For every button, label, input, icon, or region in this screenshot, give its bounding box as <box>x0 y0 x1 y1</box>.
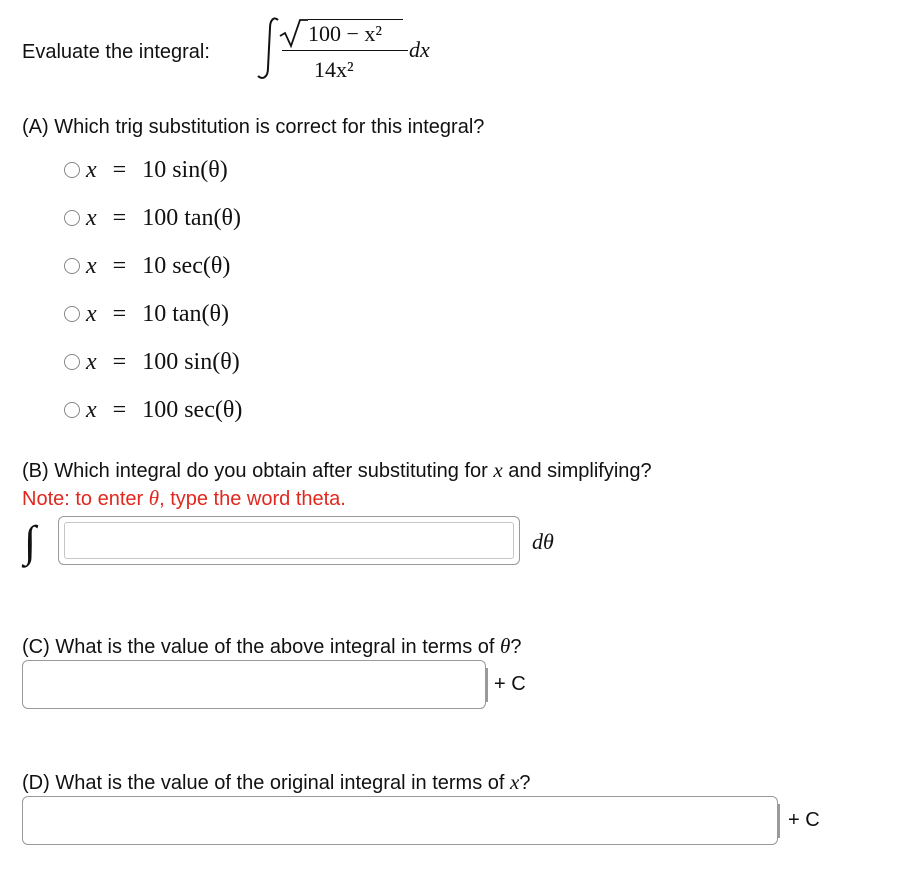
radio-option-6[interactable] <box>64 402 80 418</box>
option-1-eq: = <box>112 157 127 183</box>
option-6-eq: = <box>112 397 127 423</box>
part-b-question <box>22 456 652 484</box>
note-suffix: , type the word theta. <box>159 488 346 510</box>
note-theta: θ <box>148 486 160 510</box>
part-b-question-prefix: (B) Which integral do you obtain after substituting for <box>22 460 488 482</box>
part-d-question <box>22 768 530 796</box>
part-d-answer-input[interactable] <box>22 796 778 845</box>
part-b-question-suffix: and simplifying? <box>508 460 652 482</box>
integrand-numerator: 100 − x² <box>308 21 383 46</box>
option-6-lhs: x <box>86 397 97 423</box>
integrand-denominator: 14x² <box>314 57 354 82</box>
option-1-lhs: x <box>86 157 97 183</box>
part-b-answer-input[interactable] <box>58 516 520 565</box>
integral-sign-b: ∫ <box>24 517 37 566</box>
part-b-question-var: x <box>493 458 503 482</box>
integral-expression <box>256 12 446 84</box>
option-5[interactable] <box>0 346 400 378</box>
option-3-rhs: 10 sec(θ) <box>142 253 231 279</box>
option-1[interactable] <box>0 154 400 186</box>
option-3-lhs: x <box>86 253 97 279</box>
radio-option-5[interactable] <box>64 354 80 370</box>
option-2-rhs: 100 tan(θ) <box>142 205 242 231</box>
radio-option-3[interactable] <box>64 258 80 274</box>
part-c-question <box>22 632 521 660</box>
part-d-question-prefix: (D) What is the value of the original integral in terms of <box>22 772 505 794</box>
option-4-lhs: x <box>86 301 97 327</box>
part-d-question-suffix: ? <box>519 772 531 794</box>
option-6-rhs: 100 sec(θ) <box>142 397 243 423</box>
option-3-eq: = <box>112 253 127 279</box>
part-c-question-var: θ <box>500 634 511 658</box>
part-c-answer-input[interactable] <box>22 660 486 709</box>
option-4[interactable] <box>0 298 400 330</box>
radio-option-2[interactable] <box>64 210 80 226</box>
part-d-question-var: x <box>510 770 520 794</box>
part-b-suffix: dθ <box>532 529 554 554</box>
option-4-eq: = <box>112 301 127 327</box>
part-c-suffix: + C <box>494 673 526 695</box>
option-5-eq: = <box>112 349 127 375</box>
part-c-question-suffix: ? <box>510 636 522 658</box>
option-2-lhs: x <box>86 205 97 231</box>
evaluate-prompt: Evaluate the integral: <box>22 41 210 63</box>
part-c-question-prefix: (C) What is the value of the above integral in terms of <box>22 636 495 658</box>
note-prefix: Note: to enter <box>22 488 144 510</box>
radio-option-1[interactable] <box>64 162 80 178</box>
part-d-suffix: + C <box>788 809 820 831</box>
option-6[interactable] <box>0 394 400 426</box>
option-3[interactable] <box>0 250 400 282</box>
option-5-rhs: 100 sin(θ) <box>142 349 240 375</box>
square-root-icon <box>278 18 308 50</box>
part-a-question: (A) Which trig substitution is correct for this integral? <box>22 116 485 138</box>
option-4-rhs: 10 tan(θ) <box>142 301 230 327</box>
option-2[interactable] <box>0 202 400 234</box>
option-1-rhs: 10 sin(θ) <box>142 157 228 183</box>
option-5-lhs: x <box>86 349 97 375</box>
part-b-note <box>22 484 346 512</box>
radio-option-4[interactable] <box>64 306 80 322</box>
differential: dx <box>409 37 430 62</box>
option-2-eq: = <box>112 205 127 231</box>
